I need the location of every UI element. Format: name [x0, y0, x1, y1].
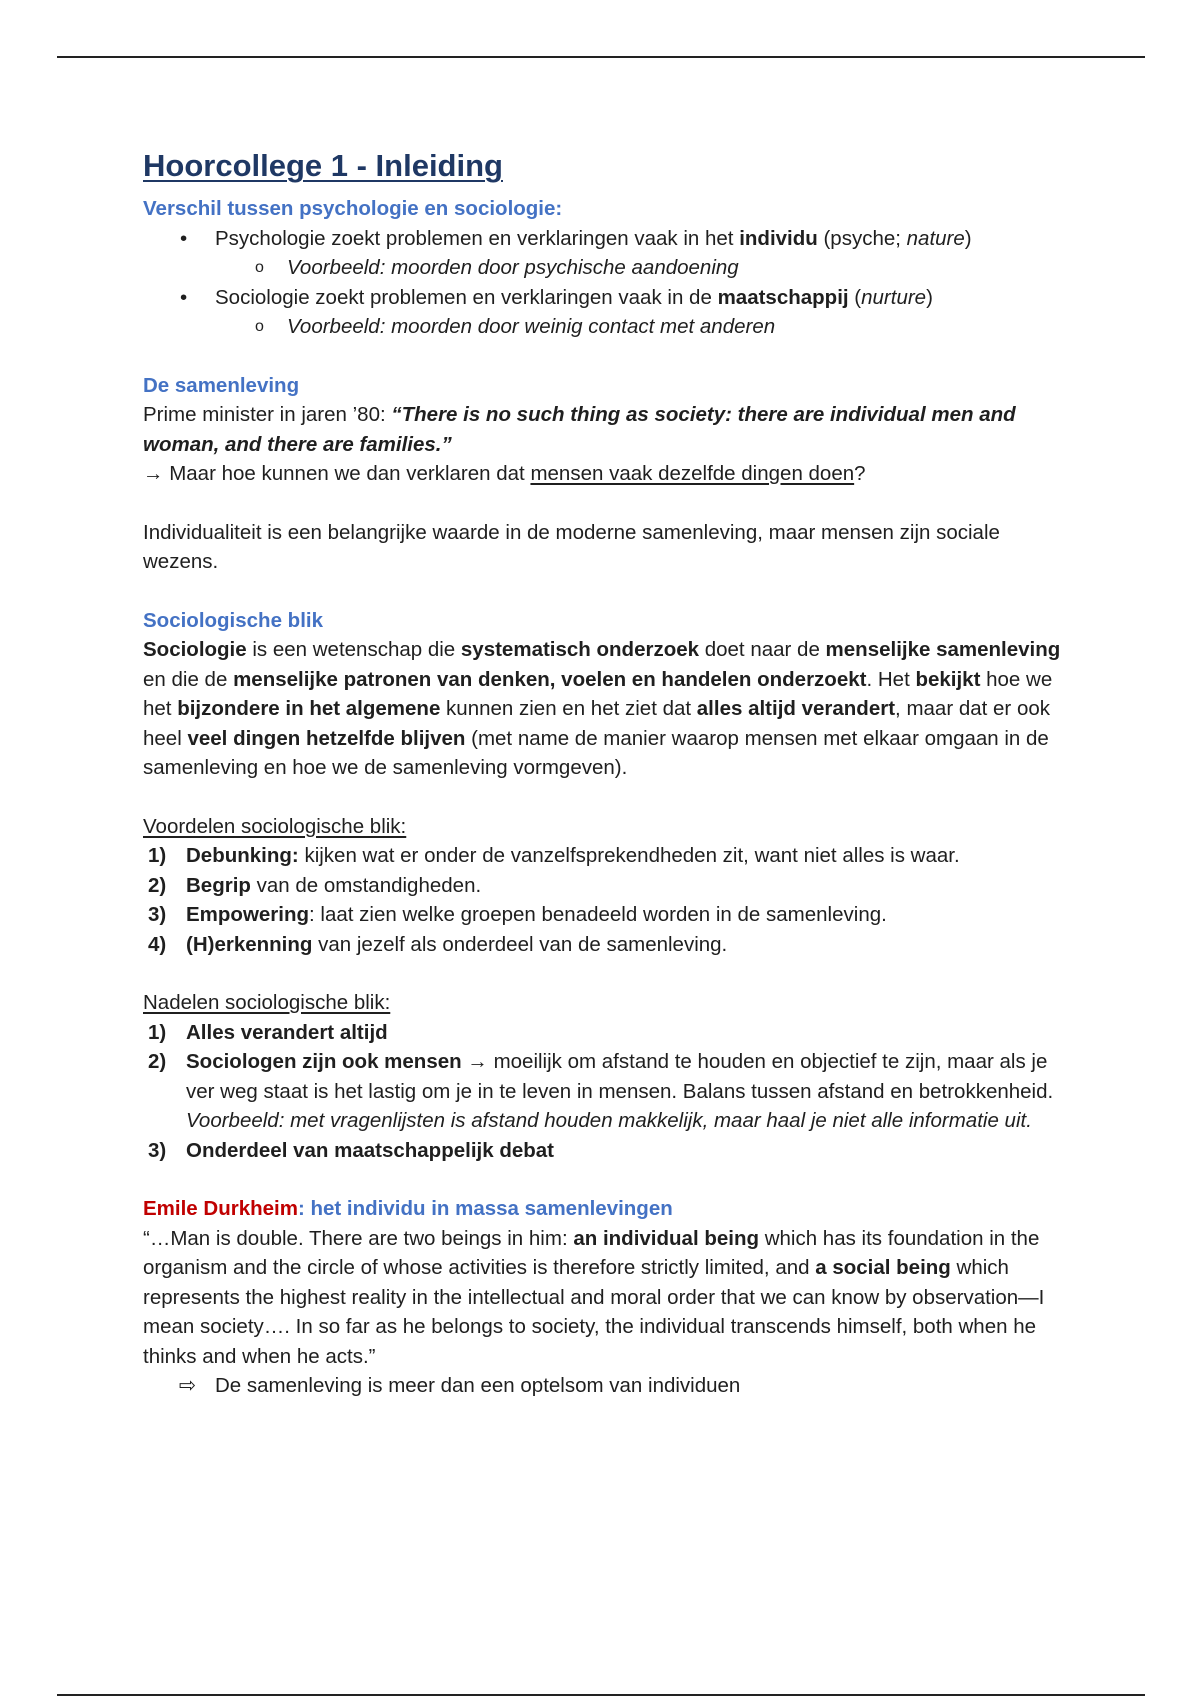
- arrow-right-icon: →: [461, 1050, 494, 1073]
- subsection-heading: Voordelen sociologische blik:: [143, 814, 407, 838]
- header-rule: [57, 56, 1145, 58]
- circle-bullet-icon: o: [255, 318, 264, 335]
- list-item: 4) (H)erkenning van jezelf als onderdeel van de samenleving.: [148, 932, 728, 956]
- conclusion-line: ⇨ De samenleving is meer dan een optelsom van individuen: [143, 1371, 1063, 1401]
- list-item: • Psychologie zoekt problemen en verklaringen vaak in het individu (psyche; nature) o Voorbeeld: moorden door psychische aandoening: [143, 224, 1063, 283]
- section-psychologie-sociologie: [143, 194, 1063, 342]
- list-item: 2) Sociologen zijn ook mensen → moeilijk om afstand te houden en objectief te zijn, maar als je ver weg staat is het lastig om je in te leven in mensen. Balans tussen afstand en betrokkenheid. Voorbeeld: met vragenlijsten is afstand houden makkelijk, maar haal je niet alle informatie uit.: [148, 1050, 1054, 1132]
- section-heading: De samenleving: [143, 373, 300, 397]
- page-title: Hoorcollege 1 - Inleiding: [143, 148, 503, 183]
- list-item: 2) Begrip van de omstandigheden.: [148, 873, 482, 897]
- question-line: → Maar hoe kunnen we dan verklaren dat mensen vaak dezelfde dingen doen?: [143, 462, 866, 485]
- list-item: 3) Onderdeel van maatschappelijk debat: [148, 1138, 554, 1162]
- subsection-heading: Nadelen sociologische blik:: [143, 991, 391, 1014]
- section-samenleving: [143, 371, 1063, 577]
- section-heading: Emile Durkheim: het individu in massa samenlevingen: [143, 1197, 673, 1220]
- quote-paragraph: Prime minister in jaren ’80: “There is no such thing as society: there are individual men and woman, and there are families.”: [143, 403, 1016, 456]
- list-item: 1) Alles verandert altijd: [148, 1020, 388, 1044]
- sub-list-item: o Voorbeeld: moorden door weinig contact met anderen: [143, 312, 1063, 342]
- section-nadelen: [143, 988, 1063, 1165]
- paragraph: Individualiteit is een belangrijke waarde in de moderne samenleving, maar mensen zijn sociale wezens.: [143, 520, 1000, 573]
- section-heading: Verschil tussen psychologie en sociologie:: [143, 197, 563, 220]
- sub-list-item: o Voorbeeld: moorden door psychische aandoening: [143, 253, 1063, 283]
- numbered-list: [143, 841, 1063, 959]
- section-durkheim: [143, 1194, 1063, 1401]
- numbered-list: [143, 1018, 1063, 1166]
- arrow-right-icon: →: [143, 462, 164, 485]
- footer-rule: [57, 1694, 1145, 1696]
- section-sociologische-blik: [143, 606, 1063, 783]
- bullet-list: [143, 224, 1063, 342]
- list-item: 1) Debunking: kijken wat er onder de vanzelfsprekendheden zit, want niet alles is waar.: [148, 844, 960, 867]
- arrow-outline-icon: ⇨: [179, 1374, 197, 1397]
- section-voordelen: [143, 812, 1063, 960]
- list-item: • Sociologie zoekt problemen en verklaringen vaak in de maatschappij (nurture) o Voorbeeld: moorden door weinig contact met anderen: [143, 283, 1063, 342]
- list-item: 3) Empowering: laat zien welke groepen benadeeld worden in de samenleving.: [148, 903, 887, 926]
- circle-bullet-icon: o: [255, 259, 264, 276]
- paragraph: Sociologie is een wetenschap die systematisch onderzoek doet naar de menselijke samenleving en die de menselijke patronen van denken, voelen en handelen onderzoekt. Het bekijkt hoe we het bijzondere in het algemene kunnen zien en het ziet dat alles altijd verandert, maar dat er ook heel veel dingen hetzelfde blijven (met name de manier waarop mensen met elkaar omgaan in de samenleving en hoe we de samenleving vormgeven).: [143, 638, 1061, 779]
- document-page: [143, 146, 1063, 1401]
- section-heading: Sociologische blik: [143, 608, 323, 632]
- quote-paragraph: “…Man is double. There are two beings in him: an individual being which has its foundation in the organism and the circle of whose activities is therefore strictly limited, and a social being which represents the highest reality in the intellectual and moral order that we can know by observation—I mean society…. In so far as he belongs to society, the individual transcends himself, both when he thinks and when he acts.”: [143, 1226, 1045, 1368]
